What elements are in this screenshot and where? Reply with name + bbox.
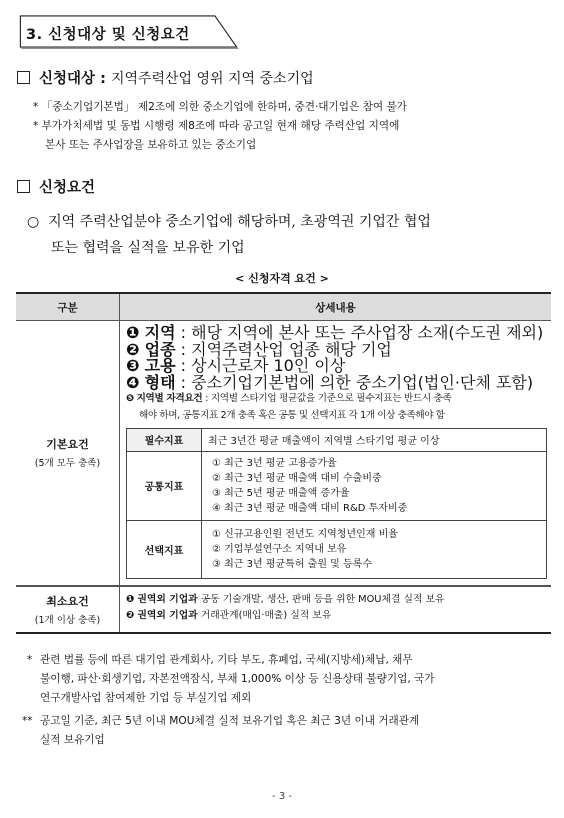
footnote-1-line-3: 연구개발사업 참여제한 기업 등 부실기업 제외 xyxy=(40,692,252,704)
table-header-row xyxy=(16,292,551,321)
footnote-2 xyxy=(22,712,552,750)
target-colon: : xyxy=(95,71,111,87)
target-note-1: * 「중소기업기본법」 제2조에 의한 중소기업에 한하며, 중견·대기업은 참여 불가 xyxy=(33,101,407,113)
footnote-1-line-1: 관련 법률 등에 따른 대기업 관계회사, 기타 부도, 휴폐업, 국세(지방세)체납, 채무 xyxy=(40,654,413,666)
target-note-2: * 부가가치세법 및 동법 시행령 제8조에 따라 공고일 현재 해당 주력산업 지역에 xyxy=(33,120,400,132)
footnote-2-line-2: 실적 보유기업 xyxy=(40,734,105,746)
table-row-minimum xyxy=(16,586,551,634)
footnote-2-star: ** xyxy=(22,715,33,727)
table-caption: < 신청자격 요건 > xyxy=(235,272,329,285)
basic-category-cell xyxy=(16,321,120,585)
optional-items xyxy=(202,520,547,578)
header-category: 구분 xyxy=(16,294,120,320)
circle-bullet-icon: ○ xyxy=(27,214,40,230)
basic-item-5: ❺ 지역별 자격요건 : 지역별 스타기업 평균값을 기준으로 필수지표는 반드시 충족 xyxy=(126,393,452,405)
common-item-1: ① 최근 3년 평균 고용증가율 xyxy=(212,457,337,469)
requirements-label: 신청요건 xyxy=(39,180,96,196)
minimum-label: 최소요건 xyxy=(46,594,89,608)
minimum-item-1: ❶ 권역외 기업과 공동 기술개발, 생산, 판매 등을 위한 MOU체결 실적 보유 xyxy=(126,593,445,605)
requirements-table xyxy=(16,292,551,634)
basic-sub: (5개 모두 충족) xyxy=(34,458,101,470)
basic-label: 기본요건 xyxy=(46,438,89,452)
basic-item-4: ❹ 형태 : 중소기업기본법에 의한 중소기업(법인·단체 포함) xyxy=(126,372,534,392)
minimum-category-cell xyxy=(16,587,120,632)
checkbox-square-icon xyxy=(17,71,30,84)
basic-item-3: ❸ 고용 : 상시근로자 10인 이상 xyxy=(126,356,346,376)
basic-detail-cell xyxy=(120,321,551,585)
common-item-3: ③ 최근 5년 평균 매출액 증가율 xyxy=(212,487,350,499)
required-text: 최근 3년간 평균 매출액이 지역별 스타기업 평균 이상 xyxy=(202,428,547,451)
subtable-row-common xyxy=(127,451,547,520)
footnote-1-star: * xyxy=(27,654,33,666)
optional-item-1: ① 신규고용인원 전년도 지역청년인재 비율 xyxy=(212,528,398,540)
table-row-basic xyxy=(16,321,551,586)
checkbox-square-icon xyxy=(17,180,30,193)
optional-item-3: ③ 최근 3년 평균특허 출원 및 등록수 xyxy=(212,558,372,570)
optional-item-2: ② 기업부설연구소 지역내 보유 xyxy=(212,543,347,555)
page-number: - 3 - xyxy=(272,791,292,802)
minimum-sub: (1개 이상 충족) xyxy=(34,614,101,626)
basic-item-1: ❶ 지역 : 해당 지역에 본사 또는 주사업장 소재(수도권 제외) xyxy=(126,323,544,342)
requirements-line-1: ○ 지역 주력산업분야 중소기업에 해당하며, 초광역권 기업간 협업 xyxy=(27,214,431,230)
basic-item-2: ❷ 업종 : 지역주력산업 업종 해당 기업 xyxy=(126,339,392,359)
section-title: 3. 신청대상 및 신청요건 xyxy=(26,27,190,43)
target-note-3: 본사 또는 주사업장을 보유하고 있는 중소기업 xyxy=(45,139,257,151)
footnote-1-line-2: 불이행, 파산·회생기업, 자본전액잠식, 부채 1,000% 이상 등 신용상태 불량기업, 국가 xyxy=(40,673,435,685)
requirements-line-2: 또는 협력을 실적을 보유한 기업 xyxy=(51,240,245,256)
minimum-item-2: ❷ 권역외 기업과 거래관계(매입·매출) 실적 보유 xyxy=(126,610,332,622)
target-heading xyxy=(17,67,314,88)
common-item-4: ④ 최근 3년 평균 매출액 대비 R&D 투자비중 xyxy=(212,502,408,514)
indicator-subtable xyxy=(126,428,547,579)
footnote-1 xyxy=(27,651,552,708)
common-items xyxy=(202,451,547,520)
common-item-2: ② 최근 3년 평균 매출액 대비 수출비중 xyxy=(212,472,382,484)
minimum-detail-cell xyxy=(120,587,551,632)
header-details: 상세내용 xyxy=(315,301,356,314)
target-label: 신청대상 xyxy=(39,71,96,87)
subtable-row-required xyxy=(127,428,547,451)
target-text: 지역주력산업 영위 지역 중소기업 xyxy=(110,71,314,87)
subtable-row-optional xyxy=(127,520,547,578)
required-label: 필수지표 xyxy=(127,428,202,451)
common-label: 공통지표 xyxy=(127,451,202,520)
basic-item-5-line-2: 해야 하며, 공통지표 2개 충족 혹은 공통 및 선택지표 각 1개 이상 충족해야 함 xyxy=(139,409,445,421)
requirements-heading xyxy=(17,176,95,197)
optional-label: 선택지표 xyxy=(127,520,202,578)
footnote-2-line-1: 공고일 기준, 최근 5년 이내 MOU체결 실적 보유기업 혹은 최근 3년 이내 거래관계 xyxy=(40,715,420,727)
